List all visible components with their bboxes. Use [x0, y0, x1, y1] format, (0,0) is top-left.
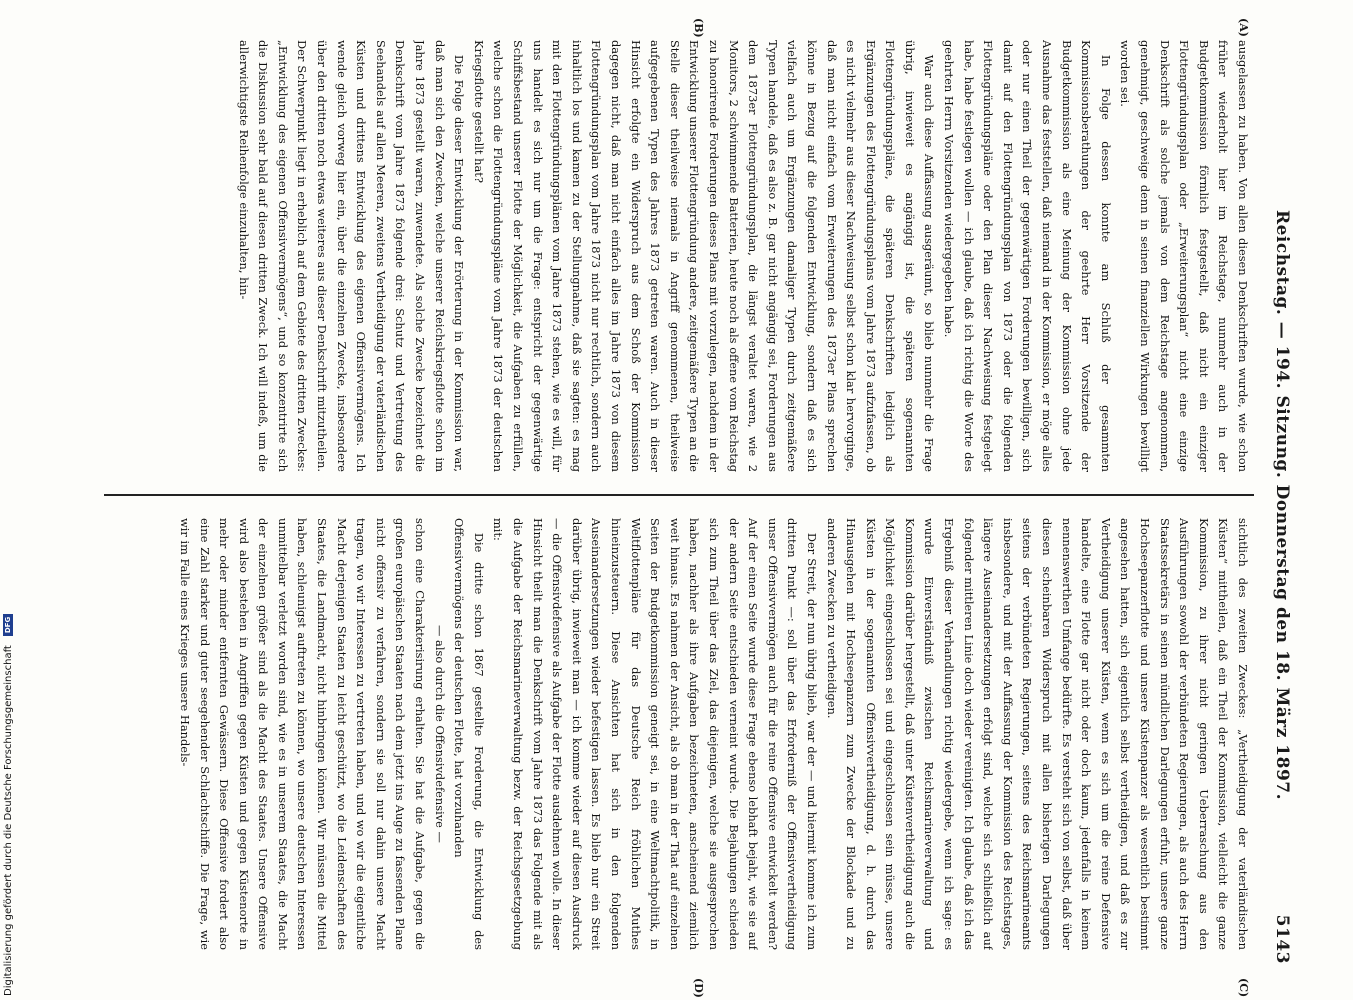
marginal-mark-c: (C): [1237, 978, 1250, 998]
column-divider: [104, 494, 1254, 496]
marginal-mark-a: (A): [1237, 18, 1250, 37]
dfg-logo-icon: DFG: [3, 614, 13, 636]
right-paragraph: schon eine Charakterisirung erhalten. Sie hat die Aufgabe, gegen die großen europäischen Staaten nach dem jetzt ins Auge zu fassenden Plane nicht offensiv zu verfahren, sondern sie soll nur dahin unsere Macht tragen, wo wir Interessen zu vertreten haben, und wo wir die eigentliche Macht derjenigen Staaten zu leicht geschützt, wo die Leidenschaften des Staates, die Landmacht, nicht hinbringen können. Wir müssen die Mittel haben, schleunigst auftreten zu können, wo unsere deutschen Interessen unmittelbar verletzt worden sind, wie es in unserem Staates, die Macht der einzelnen größer sind als die Macht des Staates. Unsere Offensive wird also bestehen in Angriffen gegen Küsten und gegen Küstenorte in mehr oder minder entfernten Gewässern. Diese Offensive fordert also eine Zahl starker und guter seegehender Schlachtschiffe. Die Frage, wie wir im Falle eines Krieges unsere Handels-: [177, 518, 428, 950]
left-paragraph: In Folge dessen konnte am Schluß der gesammten Kommissionsberathungen der geehrte Herr Vorsitzende der Budgetkommission als eine Meinung der Kommission ohne jede Ausnahme das feststellen, daß niemand in der Kommission, er möge alles oder nur einen Theil der gegenwärtigen Forderungen bewilligen, sich damit auf den Flottengründungsplan von 1873 oder die folgenden Flottengründungspläne oder den Plan dieser Nachweisung festgelegt habe, habe festlegen wollen — ich glaube, daß ich richtig die Worte des geehrten Herrn Vorsitzenden wiedergegeben habe.: [942, 40, 1113, 472]
right-paragraph: — also durch die Offensivdefensive —: [432, 625, 447, 843]
left-column: [102, 40, 1252, 472]
left-paragraph: Die Folge dieser Entwicklung der Erörterung in der Kommission war, daß man sich den Zwecken, welche unserer Reichskriegsflotte schon im Jahre 1873 gestellt waren, zuwendete. Als solche Zwecke bezeichnet die Denkschrift vom Jahre 1873 folgende drei: Schutz und Vertretung des Seehandels auf allen Meeren, zweitens Vertheidigung der vaterländischen Küsten und drittens Entwicklung des eigenen Offensivvermögens. Ich wende gleich vorweg hier ein, über die einzelnen Zwecke, insbesondere über den dritten noch etwas weiteres aus dieser Denkschrift mitzutheilen. Der Schwerpunkt liegt in erheblich auf dem Gebiete des dritten Zweckes: „Entwicklung des eigenen Offensivvermögens“, und so konzentrirte sich die Diskussion sehr bald auf diesen dritten Zweck. Ich will indeß, um die allerwichtigste Reihenfolge einzuhalten, hin-: [236, 40, 467, 472]
marginal-mark-b: (B): [692, 18, 705, 38]
page-number: 5143: [1272, 914, 1292, 964]
page-header: [1260, 40, 1300, 970]
right-paragraph: Der Streit, der nun übrig blieb, war der — und hiermit komme ich zum dritten Punkt —: soll über das Erforderniß der Offensivvertheidigung unser Offensivvermögen auch für die reine Offensive entwickelt werden? Auf der einen Seite wurde diese Frage ebenso lebhaft bejaht, wie sie auf der andern Seite entschieden verneint wurde. Die Bejahungen schieden sich zum Theil über das Ziel, das diejenigen, welche sie ausgesprochen haben, nachher als ihre Aufgaben bezeichneten, anscheinend ziemlich weit hinaus. Es nahmen der Ansicht, als ob man in der That auf einzelnen Seiten der Budgetkommission geneigt sei, in eine Weltmachtpolitik, in Weltflottenpläne für das Deutsche Reich fröhlichen Muthes hineinzusteuern. Diese Ansichten hat sich in den folgenden Auseinandersetzungen wieder befestigen lassen. Es blieb nur ein Streit darüber übrig, inwieweit man — ich komme wieder auf diesen Ausdruck — die Offensivdefensive als Aufgabe der Flotte ausdehnen wolle. In dieser Hinsicht theilt man die Denkschrift vom Jahre 1873 das Folgende mit als die Aufgabe der Reichsmarineverwaltung bezw. der Reichsgesetzgebung mit:: [491, 518, 819, 950]
right-column: [102, 518, 1252, 950]
marginal-mark-d: (D): [692, 978, 705, 998]
digitization-credit: [2, 6, 16, 996]
page-title: Reichstag. — 194. Sitzung. Donnerstag den 18. März 1897.: [1272, 209, 1292, 801]
left-paragraph: War auch diese Auffassung ausgeräumt, so blieb nunmehr die Frage übrig, inwieweit es angängig ist, die späteren sogenannten Flottengründungspläne, die späteren Denkschriften lediglich als Ergänzungen des Flottengründungsplans vom Jahre 1873 aufzufassen, ob es nicht vielmehr aus dieser Nachweisung selbst schon klar hervorginge, daß man nicht einfach vom Erweiterungen des 1873er Plans sprechen könne in Bezug auf die folgenden Entwicklung, sondern daß es sich vielfach auch um Ergänzungen damaliger Typen durch zeitgemäßere Typen handele, daß es also z. B. gar nicht angängig sei, Forderungen aus dem 1873er Flottengründungsplan, die längst veraltet waren, wie 2 Monitors, 2 schwimmende Batterien, heute noch als offene vom Reichstag zu honorirende Forderungen dieses Plans mit vorzulegen, nachdem in der Entwicklung unserer Flottengründung andere, zeitgemäßere Typen an die Stelle dieser theilweise niemals in Angriff genommenen, theilweise aufgegebenen Typen des Jahres 1873 getreten waren. Auch in dieser Hinsicht erfolgte ein Widerspruch aus dem Schoß der Kommission dagegen nicht, daß man nicht einfach alles im Jahre 1873 von diesem Flottengründungsplan vom Jahre 1873 nicht nur rechtlich, sondern auch inhaltlich los und kamen zu der Stellungnahme, daß sie sagten: es mag mit den Flottengründungsplänen vom Jahre 1873 stehen, wie es will, für uns handelt es sich nur um die Frage: entspricht der gegenwärtige Schiffsbestand unserer Flotte der Möglichkeit, die Aufgaben zu erfüllen, welche schon die Flottengründungspläne vom Jahre 1873 der deutschen Kriegsflotte gestellt hat?: [471, 40, 937, 472]
credit-text: Digitalisierung gefördert durch die Deutsche Forschungsgemeinschaft: [3, 645, 14, 996]
left-paragraph: ausgelassen zu haben. Von allen diesen Denkschriften wurde, wie schon früher wiederholt hier im Reichstage, nunmehr auch in der Budgetkommission förmlich festgestellt, daß nicht ein einziger Flottengründungsplan oder „Erweiterungsplan“ nicht eine einzige Denkschrift als solche jemals von dem Reichstage angenommen, genehmigt, geschweige denn in seinen finanziellen Wirkungen bewilligt worden sei.: [1118, 40, 1250, 472]
right-paragraph: Die dritte schon 1867 gestellte Forderung, die Entwicklung des Offensivvermögens der deutschen Flotte, hat vorzuhanden: [452, 518, 486, 950]
right-paragraph: sichtlich des zweiten Zweckes: „Vertheidigung der vaterländischen Küsten“ mittheilen, daß ein Theil der Kommission, vielleicht die ganze Kommission, zu ihrer nicht geringen Ueberraschung aus den Ausführungen sowohl der verbündeten Regierungen, als auch des Herrn Staatssekretärs in seinen mündlichen Darlegungen erfuhr, unsere ganze Hochseepanzerflotte und unsere Küstenpanzer als wesentlich bestimmt angesehen hatten, sich eigentlich selbst vertheidigen, und daß es zur Vertheidigung unserer Küsten, wenn es sich um die reine Defensive handelte, eine Flotte gar nicht oder doch kaum, jedenfalls in keinem nennenswerthen Umfange bedürfte. Es versteht sich von selbst, daß über diesen scheinbaren Widerspruch mit allen bisherigen Darlegungen seitens der verbündeten Regierungen, seitens des Reichsmarineamts insbesondere, und mit der Auffassung der Kommission des Reichstages, längere Auseinandersetzungen erfolgt sind, welche sich schließlich auf folgender mittleren Linie doch wieder vereinigten. Ich glaube, daß ich das Ergebniß dieser Verhandlungen richtig wiedergebe, wenn ich sage: es wurde Einverständniß zwischen Reichsmarineverwaltung und Kommission darüber hergestellt, daß unter Küstenvertheidigung auch die Möglichkeit eingeschlossen sei und eingeschlossen sein müsse, unsere Küsten in der sogenannten Offensivvertheidigung, d. h. durch das Hinausgehen mit Hochseepanzern zum Zwecke der Blockade und zu anderen Zwecken zu vertheidigen.: [824, 518, 1250, 950]
newspaper-page: [60, 18, 1300, 998]
